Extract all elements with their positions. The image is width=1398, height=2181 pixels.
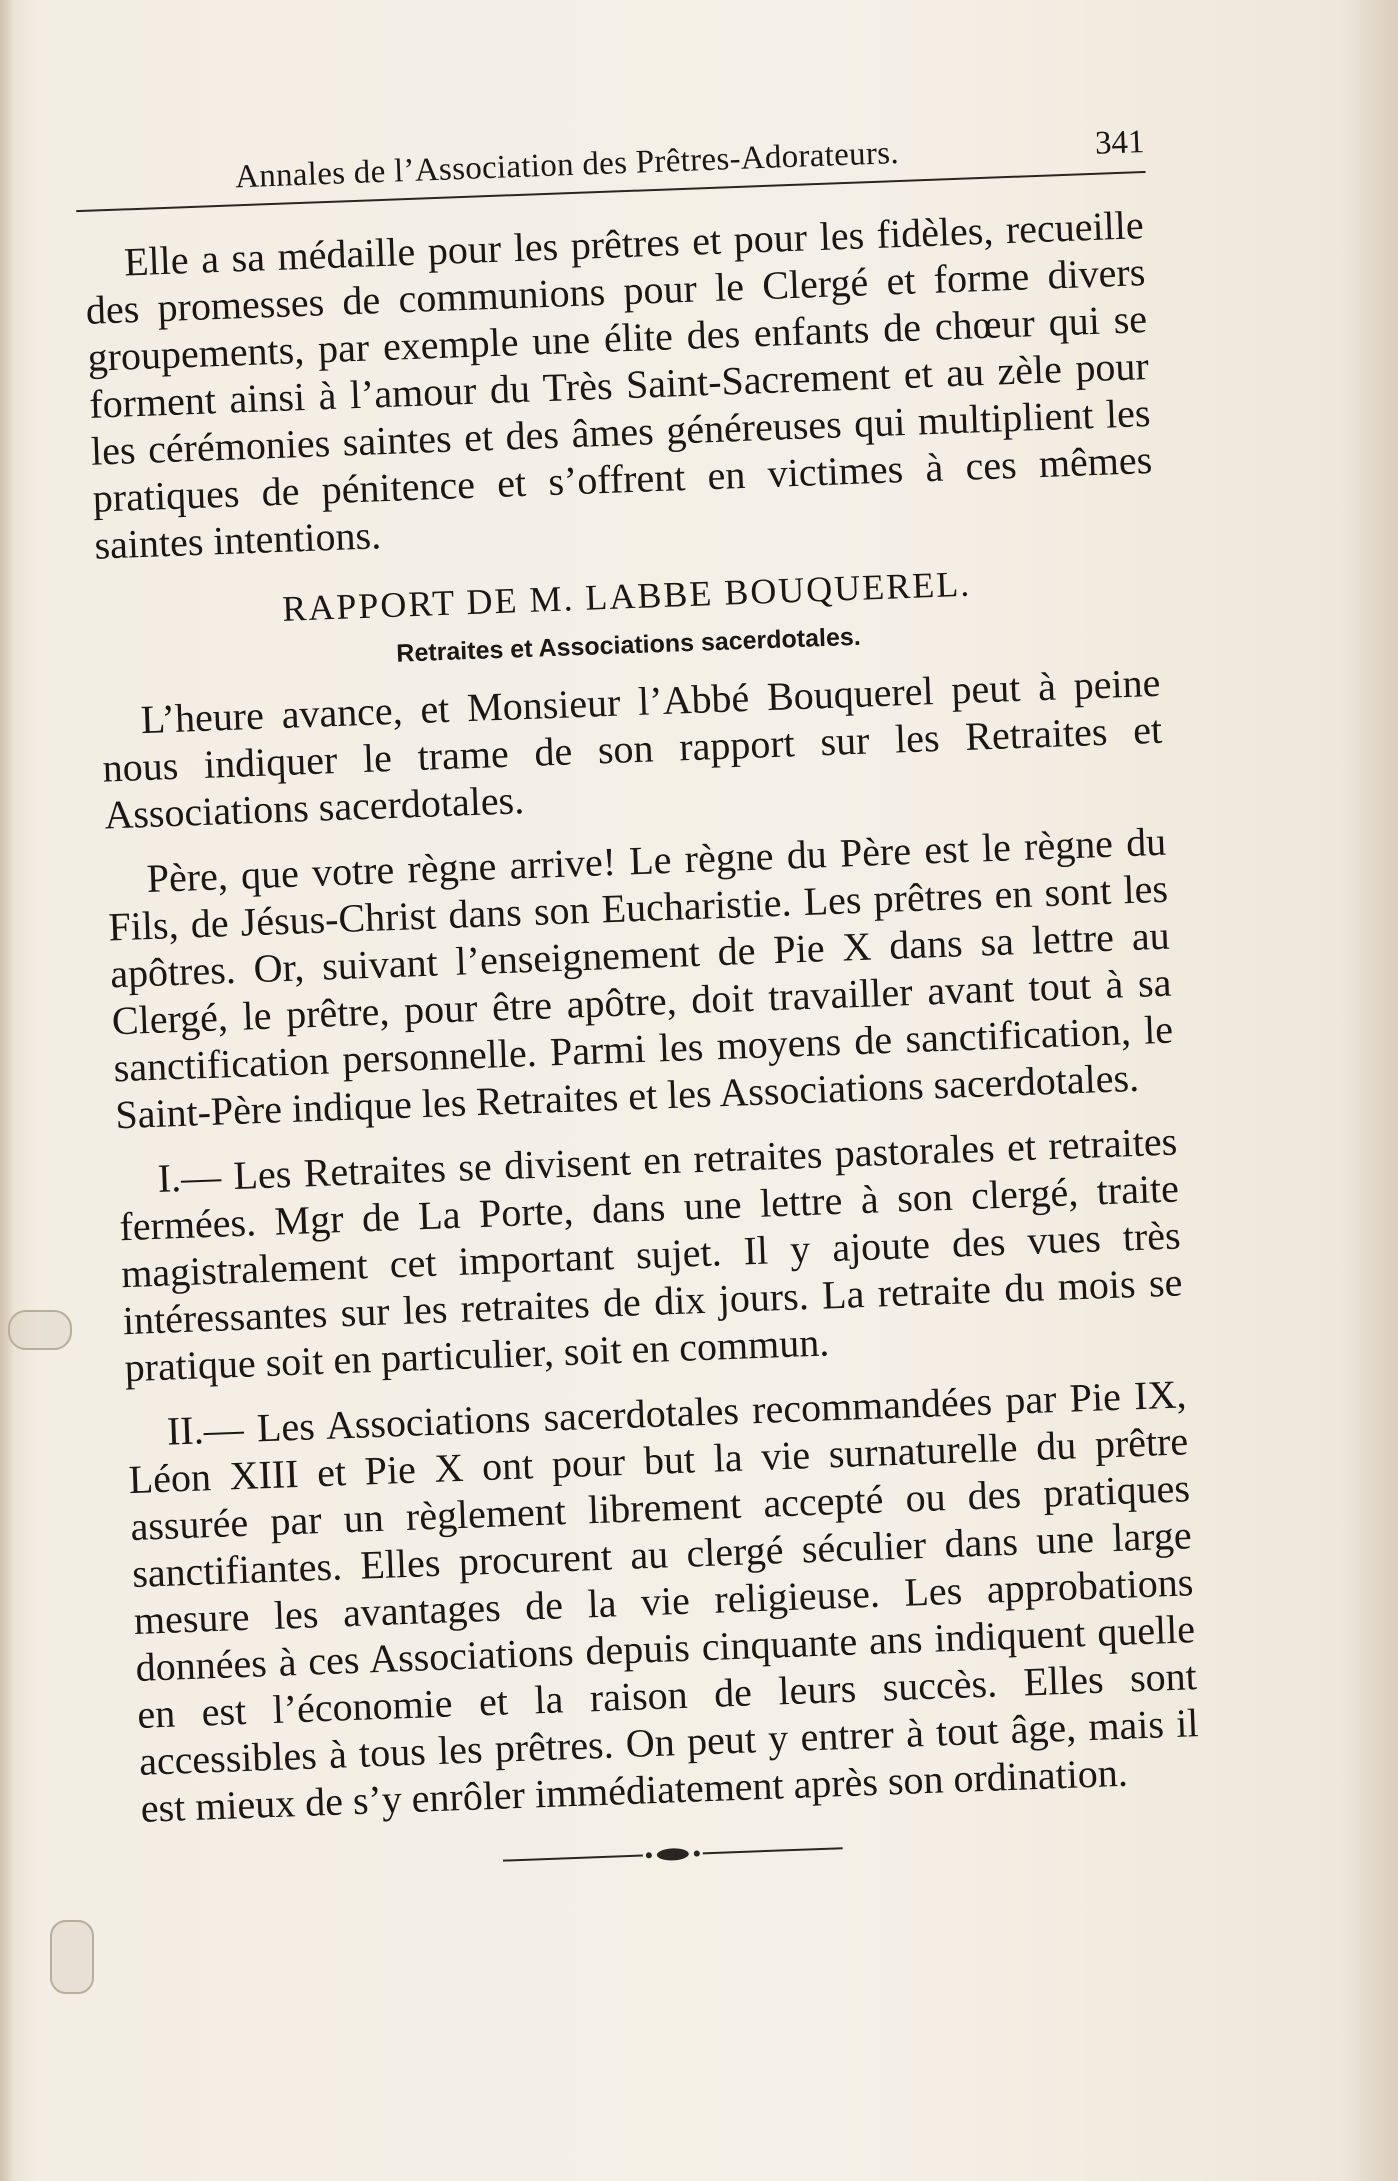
- body-paragraph-1: L’heure avance, et Monsieur l’Abbé Bouquerel peut à peine nous indiquer le trame de son rapport sur les Retraites et Associations sacerdotales.: [101, 659, 1163, 838]
- body-paragraph-4: II.— Les Associations sacerdotales recommandées par Pie IX, Léon XIII et Pie X ont pour but la vie surnaturelle du prêtre assurée par un règlement librement accepté ou des pratiques sanctifiantes. Elles procurent au clergé séculier dans une large mesure les avantages de la vie religieuse. Les approbations données à ces Associations depuis cinquante ans indiquent quelle en est l’économie et la raison de leurs succès. Elles sont accessibles à tous les prêtres. On peut y entrer à tout âge, mais il est mieux de s’y enrôler immédiatement après son ordination.: [127, 1371, 1200, 1831]
- page-spine-shadow: [0, 0, 14, 2181]
- running-title: Annales de l’Association des Prêtres-Adorateurs.: [234, 135, 900, 196]
- section-subtitle: Retraites et Associations sacerdotales.: [395, 622, 862, 668]
- binding-tear-mark: [50, 1920, 94, 1994]
- intro-paragraph: Elle a sa médaille pour les prêtres et pour les fidèles, recueille des promesses de communions pour le Clergé et forme divers groupements, par exemple une élite des enfants de chœur qui se forment ainsi à l’amour du Très Saint-Sacrement et au zèle pour les cérémonies saintes et des âmes généreuses qui multiplient les pratiques de pénitence et s’offrent en victimes à ces mêmes saintes intentions.: [85, 202, 1153, 568]
- body-paragraph-3: I.— Les Retraites se divisent en retraites pastorales et retraites fermées. Mgr de La Porte, dans une lettre à son clergé, traite magistralement cet important sujet. Il y ajoute des vues très intéressantes sur les retraites de dix jours. La retraite du mois se pratique soit en particulier, soit en commun.: [118, 1118, 1184, 1391]
- body-paragraph-2: Père, que votre règne arrive! Le règne du Père est le règne du Fils, de Jésus-Christ dans son Eucharistie. Les prêtres en sont les apôtres. Or, suivant l’enseignement de Pie X dans sa lettre au Clergé, le prêtre, pour être apôtre, doit travailler avant tout à sa sanctification personnelle. Parmi les moyens de sanctification, le Saint-Père indique les Retraites et les Associations sacerdotales.: [107, 818, 1174, 1138]
- ornament-rule-icon: [503, 1836, 844, 1872]
- section-title: RAPPORT DE M. LABBE BOUQUEREL.: [281, 563, 972, 629]
- running-header: [74, 111, 1146, 212]
- binding-hole-mark: [8, 1310, 72, 1350]
- page-content: [80, 109, 1263, 1886]
- page-number: 341: [1094, 124, 1146, 162]
- end-ornament: [143, 1823, 1203, 1886]
